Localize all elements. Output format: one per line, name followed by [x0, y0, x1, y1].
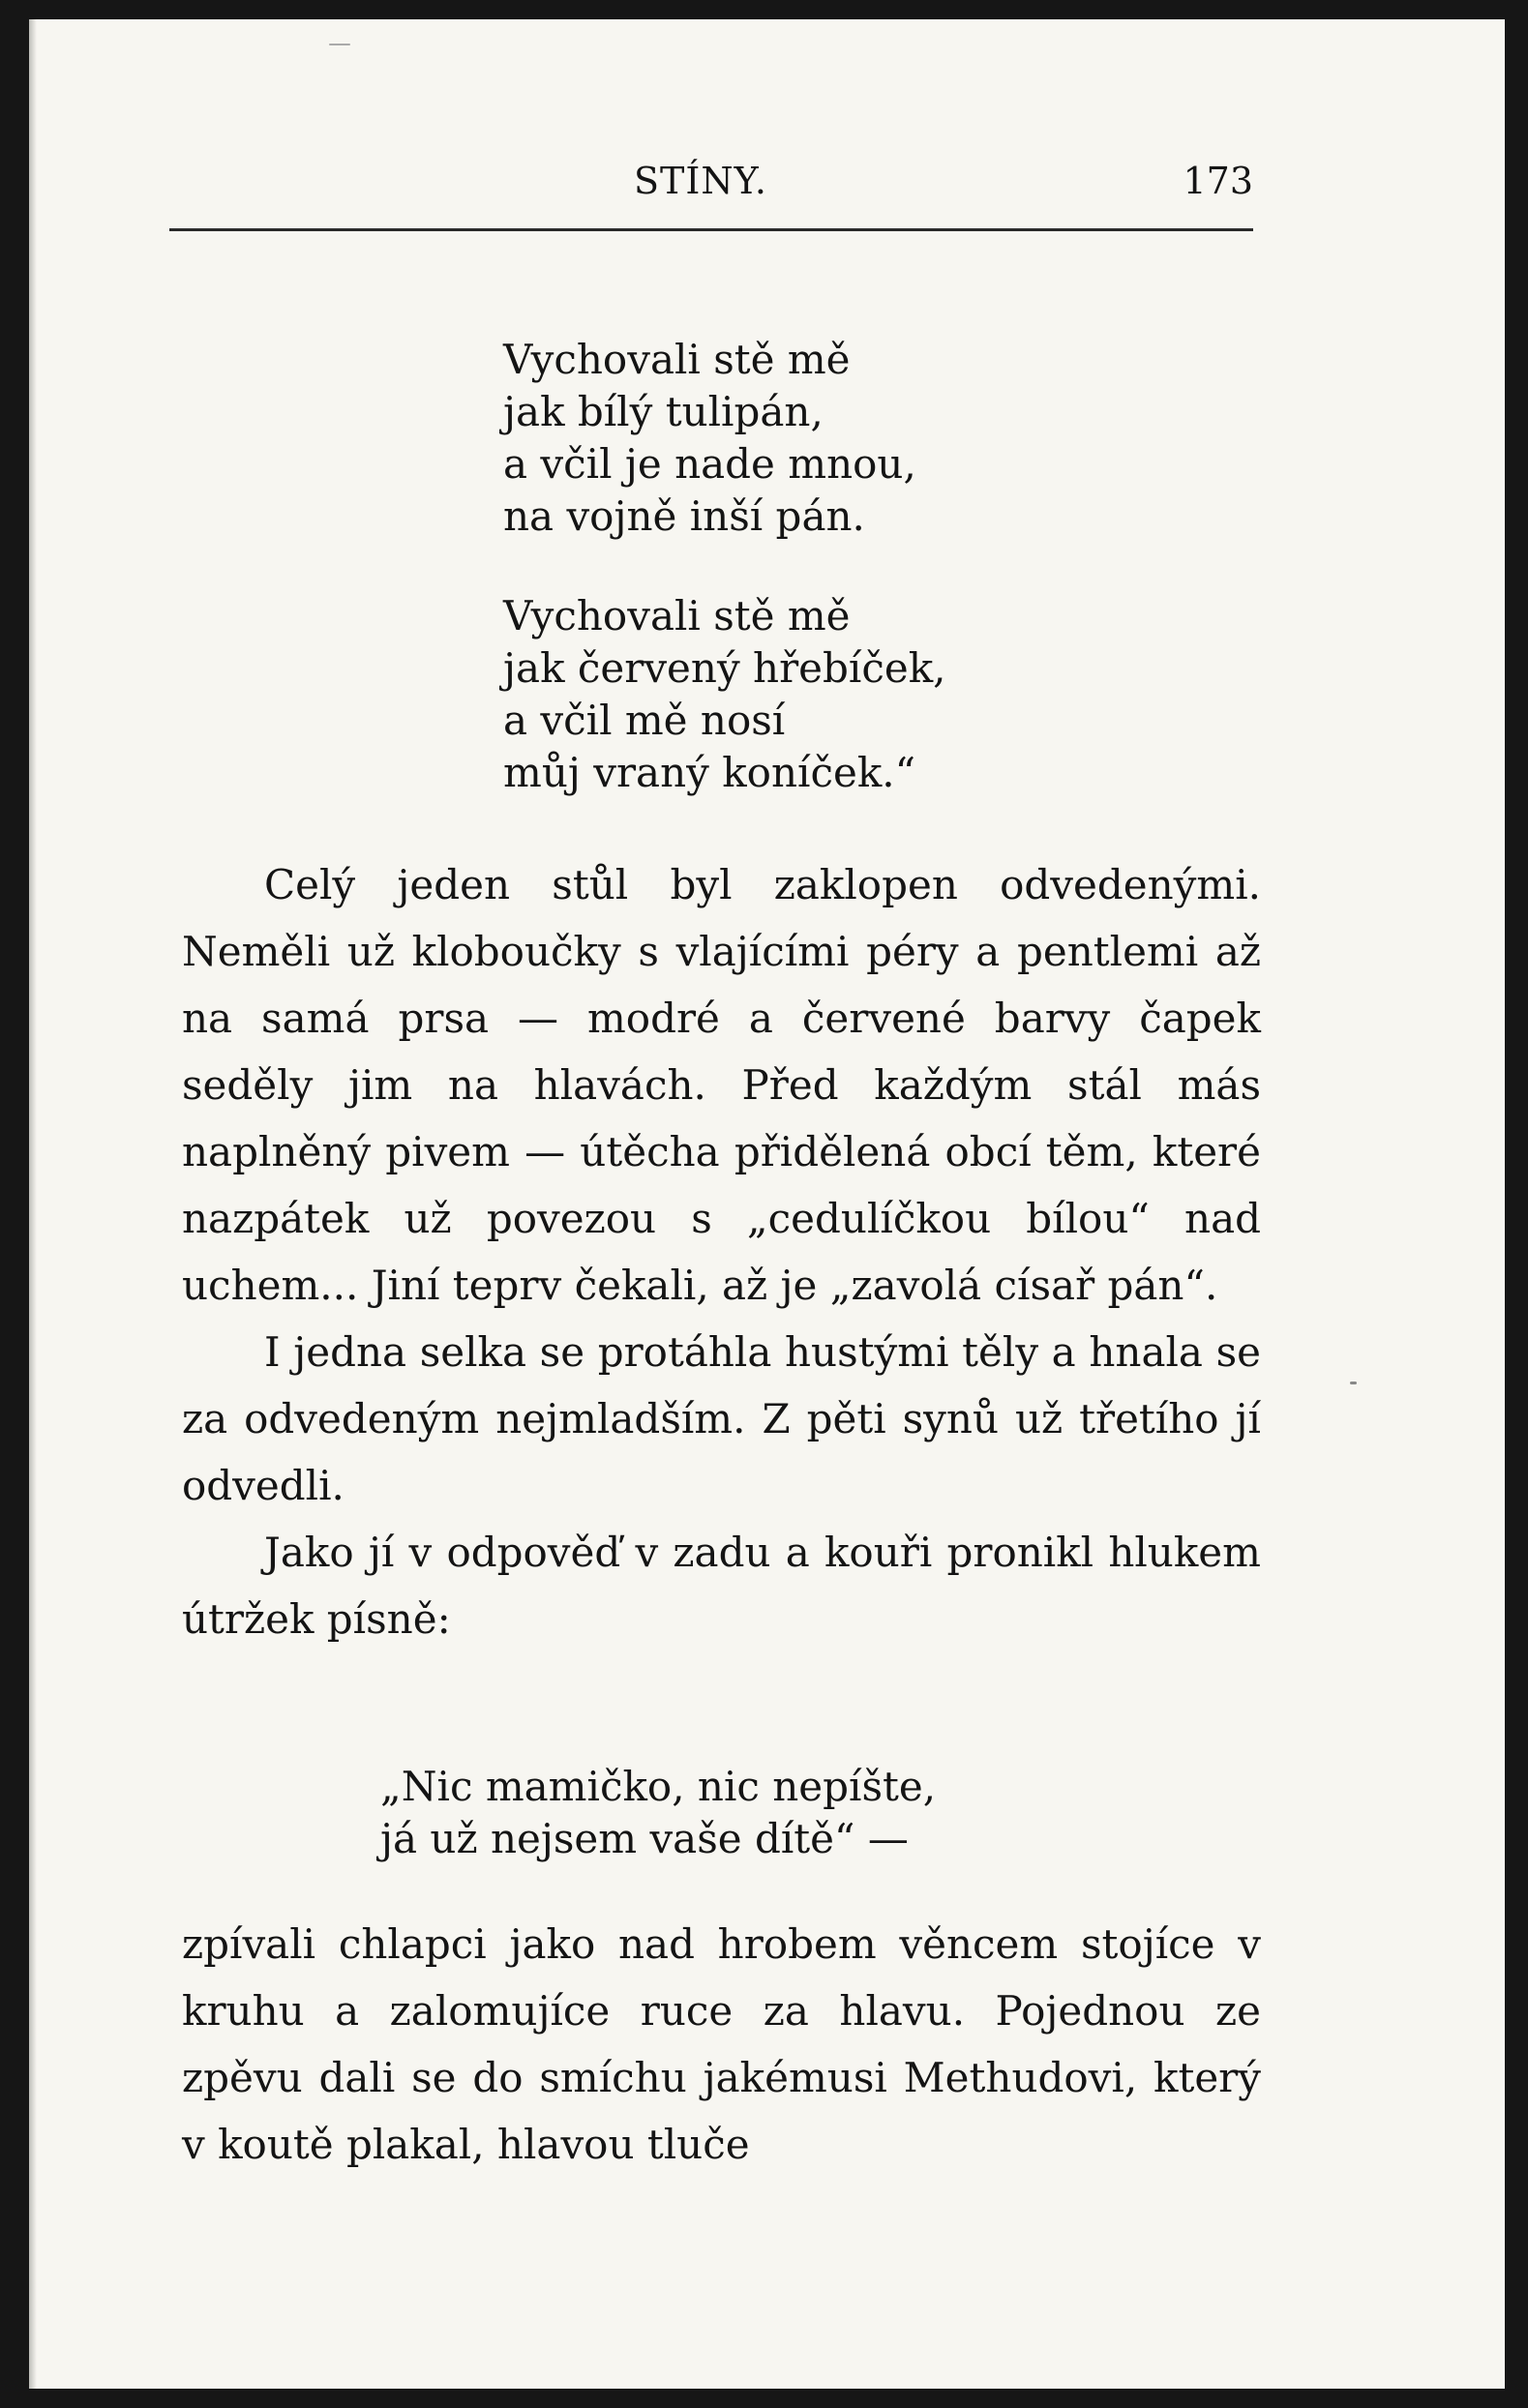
- header-rule: [169, 228, 1253, 231]
- verse-line: jak bílý tulipán,: [503, 388, 824, 435]
- verse-line: a včil mě nosí: [503, 697, 786, 744]
- verse-line: a včil je nade mnou,: [503, 440, 916, 488]
- paragraph: Celý jeden stůl byl zaklopen odvedenými. Neměli už kloboučky s vlajícími péry a pentlemi až na samá prsa — modré a červené barvy čapek seděly jim na hlavách. Před každým stál más naplněný pivem — útěcha přidělená obcí těm, které nazpátek už povezou s „cedulíčkou bílou“ nad uchem... Jiní teprv čekali, až je „zavolá císař pán“.: [182, 861, 1261, 1309]
- running-header: [169, 160, 1253, 218]
- verse-line: jak červený hřebíček,: [503, 644, 946, 692]
- page-edge-shadow: [29, 19, 37, 2389]
- prose-block-2: [182, 1911, 1261, 2178]
- verse-stanza-1: [503, 334, 916, 543]
- running-title: STÍNY.: [634, 160, 767, 202]
- paragraph: Jako jí v odpověď v zadu a kouři pronikl hlukem útržek písně:: [182, 1529, 1261, 1643]
- prose-block-1: [182, 851, 1261, 1652]
- page-number: 173: [1183, 160, 1253, 202]
- print-speck: [329, 44, 350, 45]
- verse-line: já už nejsem vaše dítě“ —: [380, 1815, 909, 1862]
- paragraph: I jedna selka se protáhla hustými těly a hnala se za odvedeným nejmladším. Z pěti synů už třetího jí odvedli.: [182, 1328, 1261, 1509]
- verse-line: „Nic mamičko, nic nepíšte,: [380, 1763, 937, 1810]
- verse-line: můj vraný koníček.“: [503, 749, 916, 796]
- print-speck: [1350, 1382, 1357, 1384]
- verse-line: Vychovali stě mě: [503, 336, 851, 383]
- verse-stanza-2: [503, 590, 946, 799]
- song-quote: [380, 1761, 936, 1865]
- paragraph-continuation: zpívali chlapci jako nad hrobem věncem stojíce v kruhu a zalomujíce ruce za hlavu. Pojednou ze zpěvu dali se do smíchu jakémusi Methudovi, který v koutě plakal, hlavou tluče: [182, 1920, 1261, 2168]
- verse-line: na vojně inší pán.: [503, 492, 865, 540]
- verse-line: Vychovali stě mě: [503, 592, 851, 639]
